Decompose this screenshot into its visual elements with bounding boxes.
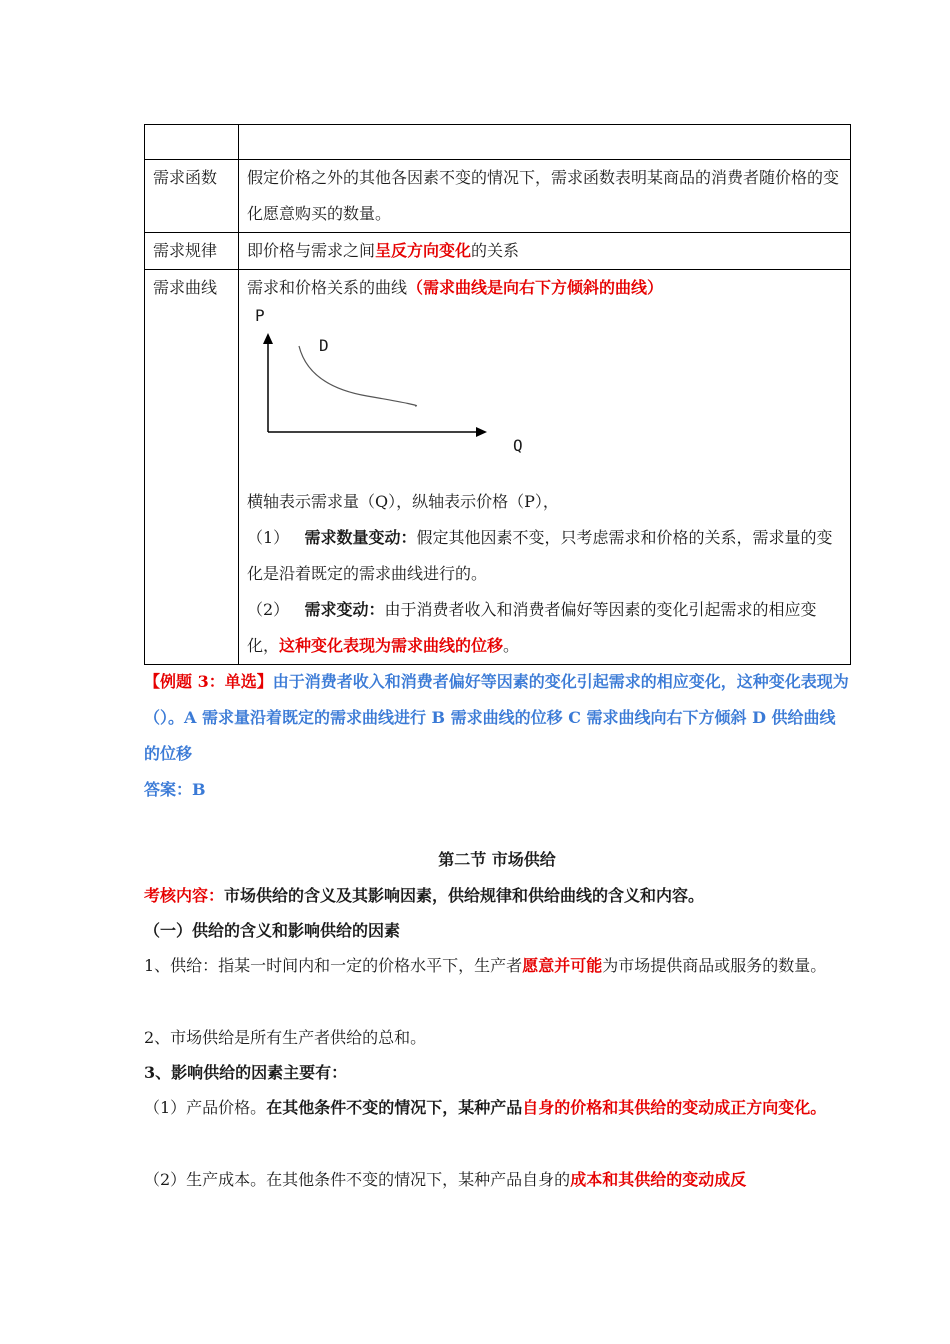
demand-curve-line bbox=[299, 346, 416, 406]
item1-title: 需求数量变动： bbox=[304, 528, 417, 547]
market-supply: 2、市场供给是所有生产者供给的总和。 bbox=[144, 1028, 427, 1047]
table-row bbox=[145, 233, 851, 270]
f1-highlight: 自身的价格和其供给的变动成正方向变化。 bbox=[522, 1098, 827, 1117]
q-axis-arrow-icon bbox=[476, 427, 487, 437]
exam-content bbox=[144, 878, 850, 914]
table-row bbox=[145, 160, 851, 233]
p-axis-label: P bbox=[255, 306, 265, 325]
p1-highlight: 愿意并可能 bbox=[522, 956, 603, 975]
factor-2 bbox=[144, 1162, 850, 1198]
f2-pre: （2）生产成本。在其他条件不变的情况下，某种产品自身的 bbox=[144, 1170, 571, 1189]
d-curve-label: D bbox=[319, 336, 329, 355]
example-block bbox=[144, 664, 850, 772]
law-text: 即价格与需求之间 bbox=[247, 241, 376, 260]
curve-intro: 需求和价格关系的曲线 bbox=[247, 278, 408, 297]
table-row bbox=[145, 125, 851, 160]
demand-curve-graph bbox=[247, 306, 842, 484]
p1-text-end: 为市场提供商品或服务的数量。 bbox=[602, 956, 827, 975]
example-label: 【例题 3：单选】 bbox=[144, 672, 273, 691]
section-title: 第二节 市场供给 bbox=[438, 850, 556, 869]
f1-bold: 在其他条件不变的情况下，某种产品 bbox=[266, 1098, 523, 1117]
f2-highlight: 成本和其供给的变动成反 bbox=[570, 1170, 747, 1189]
item2-title: 需求变动： bbox=[304, 600, 385, 619]
example-answer: 答案：B bbox=[144, 780, 206, 799]
table-cell-key: 需求规律 bbox=[145, 233, 239, 270]
supply-definition bbox=[144, 948, 850, 984]
table-cell-value bbox=[239, 270, 851, 665]
law-highlight: 呈反方向变化 bbox=[375, 241, 472, 260]
p1-text: 1、供给：指某一时间内和一定的价格水平下，生产者 bbox=[144, 956, 523, 975]
table-cell-key bbox=[145, 125, 239, 160]
law-text-end: 的关系 bbox=[471, 241, 520, 260]
curve-intro-highlight: （需求曲线是向右下方倾斜的曲线） bbox=[407, 278, 664, 297]
table-cell-value bbox=[239, 233, 851, 270]
item2-num: （2） bbox=[247, 600, 290, 619]
example-text: 由于消费者收入和消费者偏好等因素的变化引起需求的相应变化，这种变化表现为（）。A 需求量沿着既定的需求曲线进行 B 需求曲线的位移 C 需求曲线向右下方倾斜 D 供给曲线的位移 bbox=[144, 672, 849, 763]
axis-note: 横轴表示需求量（Q），纵轴表示价格（P）， bbox=[247, 492, 559, 511]
factor-1 bbox=[144, 1090, 850, 1126]
q-axis-label: Q bbox=[513, 436, 523, 455]
f1-pre: （1）产品价格。 bbox=[144, 1098, 267, 1117]
exam-label: 考核内容： bbox=[144, 886, 225, 905]
table-cell-key: 需求曲线 bbox=[145, 270, 239, 665]
concept-table bbox=[144, 124, 851, 665]
item2-end: 。 bbox=[503, 636, 520, 655]
item2-text: 由于消费者收入和消费者偏好等因素的变化引起需求的相应变化， bbox=[247, 600, 817, 655]
factors-heading: 3、影响供给的因素主要有： bbox=[144, 1063, 348, 1082]
exam-text: 市场供给的含义及其影响因素，供给规律和供给曲线的含义和内容。 bbox=[224, 886, 705, 905]
table-cell-value bbox=[239, 125, 851, 160]
p-axis-arrow-icon bbox=[263, 333, 273, 344]
table-row bbox=[145, 270, 851, 665]
item1-text: 假定其他因素不变，只考虑需求和价格的关系，需求量的变化是沿着既定的需求曲线进行的。 bbox=[247, 528, 833, 583]
table-cell-value: 假定价格之外的其他各因素不变的情况下，需求函数表明某商品的消费者随价格的变化愿意购买的数量。 bbox=[239, 160, 851, 233]
item1-num: （1） bbox=[247, 528, 290, 547]
table-cell-key: 需求函数 bbox=[145, 160, 239, 233]
subsection-title: （一）供给的含义和影响供给的因素 bbox=[144, 921, 401, 940]
demand-curve-svg bbox=[247, 306, 507, 484]
item2-highlight: 这种变化表现为需求曲线的位移 bbox=[279, 636, 504, 655]
